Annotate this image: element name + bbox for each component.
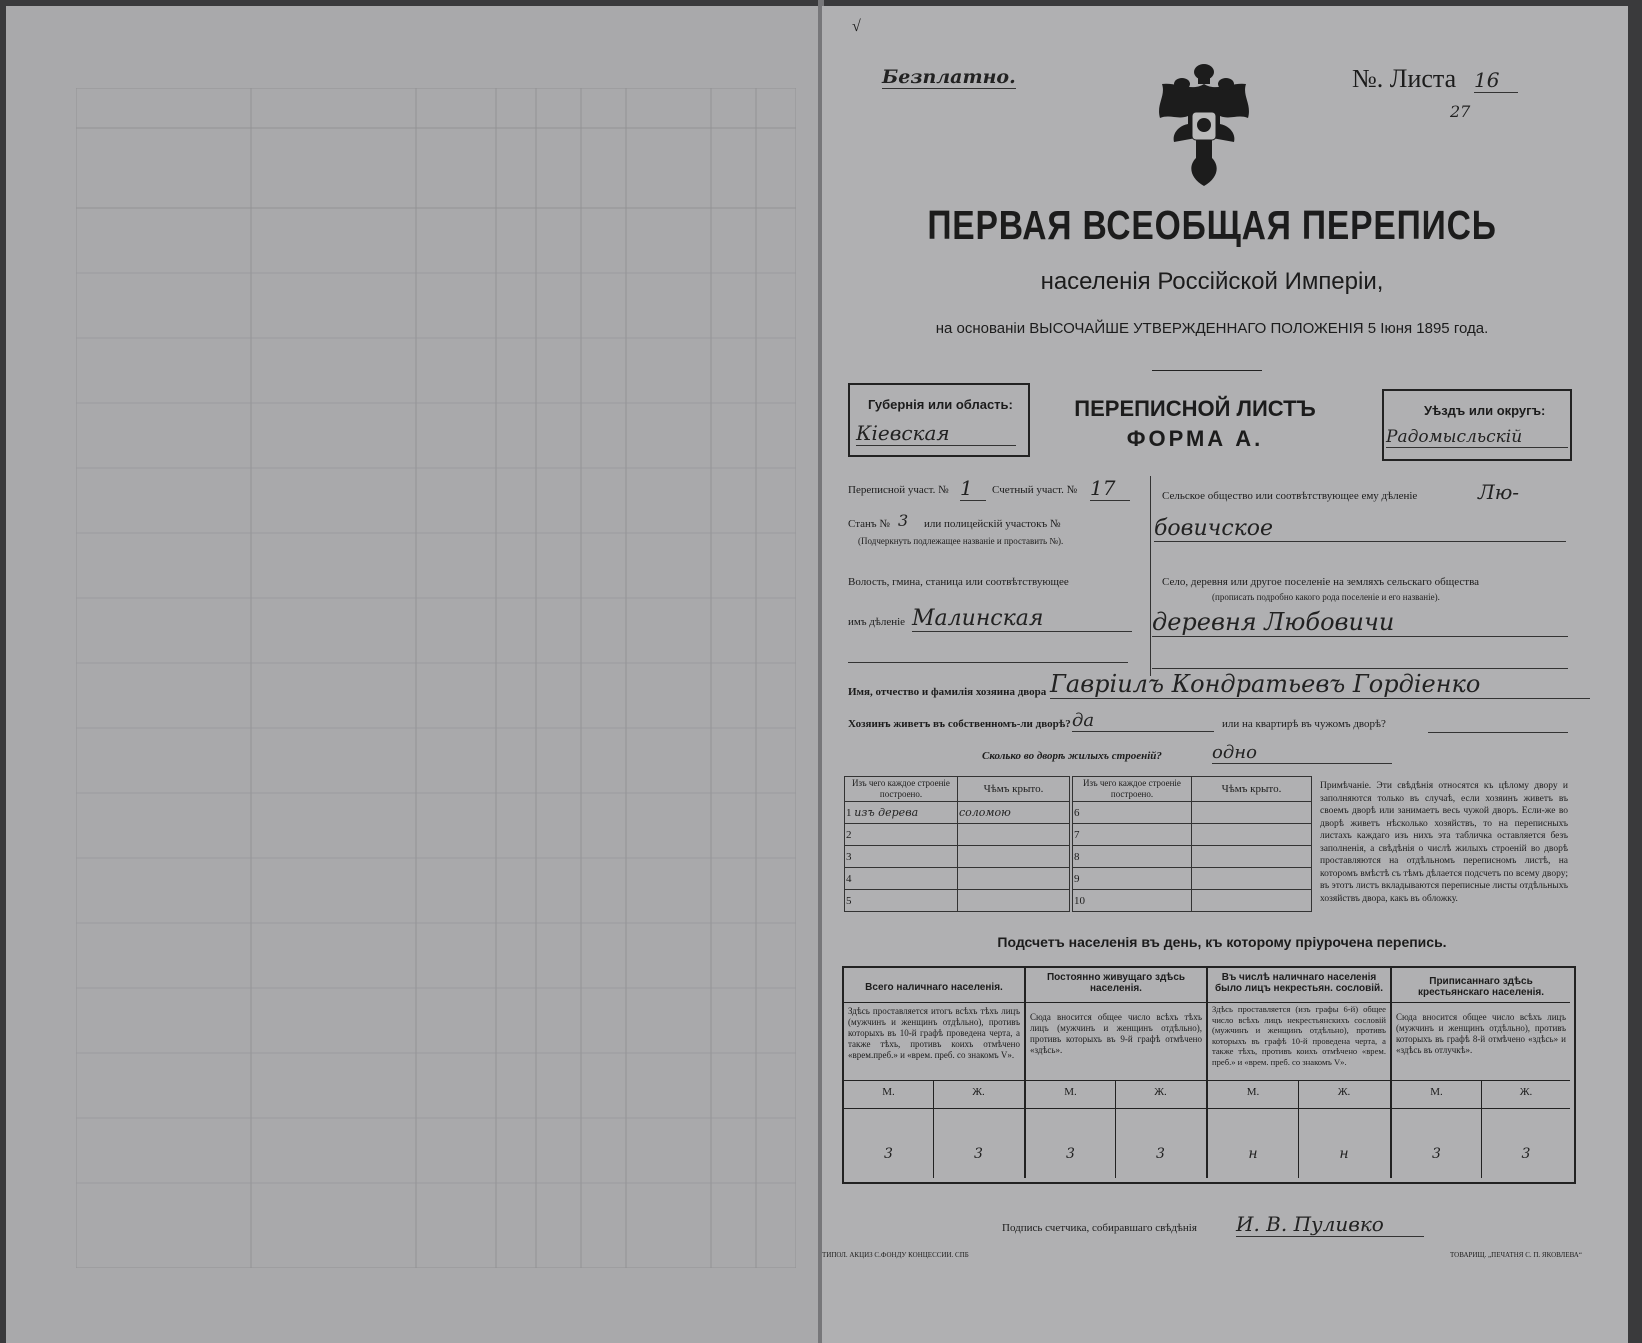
count-section-value: 17: [1090, 476, 1130, 501]
volost-label: Волость, гмина, станица или соотвѣтствующее: [848, 576, 1069, 588]
buildings-value: одно: [1212, 742, 1392, 764]
province-value: Кіевская: [856, 421, 1016, 446]
female-label: Ж.: [1154, 1086, 1167, 1098]
row-number: 10: [1073, 890, 1192, 912]
pop-col-desc: Здѣсь проставляется итогъ всѣхъ тѣхъ лицъ (мужчинъ и женщинъ отдѣльно), противъ которыхъ въ 10-й графѣ проведена черта, а также тѣхъ, противъ коихъ отмѣчено «врем.преб.» и «врем. преб. со знакомъ V».: [848, 1006, 1020, 1060]
male-count: 3: [1432, 1146, 1441, 1162]
female-count: н: [1339, 1146, 1349, 1162]
roof-cell: соломою: [958, 802, 1070, 824]
village-label: Село, деревня или другое поселеніе на земляхъ сельскаго общества: [1162, 576, 1480, 588]
printer-right: ТОВАРИЩ. „ПЕЧАТНЯ С. П. ЯКОВЛЕВА“: [1450, 1251, 1582, 1259]
form-subtitle: ФОРМА А.: [1126, 426, 1264, 451]
pop-col-title: Постоянно живущаго здѣсь населенія.: [1046, 972, 1186, 994]
buildings-table-right: [1072, 776, 1312, 912]
roof-cell: [958, 868, 1070, 890]
pop-col-desc: Сюда вносится общее число всѣхъ лицъ (мужчинъ и женщинъ отдѣльно), противъ которыхъ въ графѣ 8-й отмѣчено «здѣсь» и «здѣсь въ отлучкѣ».: [1396, 1012, 1566, 1055]
roof-cell: [1192, 824, 1312, 846]
left-page: [6, 6, 820, 1343]
roof-cell: [1192, 802, 1312, 824]
printer-left: ТИПОЛ. АКЦИЗ С.ФОНДУ КОНЦЕССИИ. СПБ: [822, 1251, 969, 1259]
row-number: 1: [846, 807, 852, 819]
police-label: или полицейскій участокъ №: [924, 518, 1061, 530]
population-heading: Подсчетъ населенія въ день, къ которому пріурочена перепись.: [997, 934, 1447, 950]
buildings-label: Сколько во дворѣ жилыхъ строеній?: [982, 750, 1162, 762]
owner-value: Гавріилъ Кондратьевъ Гордіенко: [1050, 670, 1590, 699]
row-number: 3: [845, 846, 958, 868]
roof-cell: [958, 824, 1070, 846]
volost-line: [848, 662, 1128, 663]
male-label: М.: [1064, 1086, 1077, 1098]
society-value-2: бовичское: [1154, 516, 1566, 542]
stan-value: 3: [898, 511, 909, 530]
fields-divider: [1150, 476, 1151, 676]
volost-label-2: имъ дѣленіе: [848, 616, 906, 628]
male-label: М.: [1246, 1086, 1260, 1098]
census-section-value: 1: [960, 476, 986, 501]
ornament-divider: [1152, 370, 1262, 371]
material-cell: изъ дерева: [854, 806, 919, 819]
check-mark: √: [852, 18, 861, 35]
society-label: Сельское общество или соотвѣтствующее ему дѣленіе: [1162, 490, 1418, 502]
census-basis: на основаніи ВЫСОЧАЙШЕ УТВЕРЖДЕННАГО ПОЛОЖЕНІЯ 5 Іюня 1895 года.: [935, 320, 1489, 337]
roof-cell: [958, 846, 1070, 868]
own-yard-value: да: [1072, 710, 1214, 732]
row-number: 9: [1073, 868, 1192, 890]
district-label: Уѣздъ или округъ:: [1424, 403, 1546, 418]
volost-value: Малинская: [912, 606, 1132, 632]
roof-header: Чѣмъ крыто.: [958, 777, 1070, 802]
population-col-nonpeasant: [1208, 968, 1392, 1178]
underline-note: (Подчеркнуть подлежащее названіе и проставить №).: [858, 536, 1064, 546]
roof-header: Чѣмъ крыто.: [1192, 777, 1312, 802]
sheet-number-value: 16: [1474, 68, 1518, 93]
population-col-peasant: [1392, 968, 1570, 1178]
district-box: [1382, 389, 1572, 461]
stan-label: Станъ №: [848, 518, 890, 530]
own-yard-label: Хозяинъ живетъ въ собственномъ-ли дворѣ?: [848, 718, 1071, 730]
count-section-label: Счетный участ. №: [992, 484, 1078, 496]
pop-col-title: Приписаннаго здѣсь крестьянскаго населенія.: [1417, 976, 1544, 998]
female-label: Ж.: [1337, 1086, 1351, 1098]
roof-cell: [958, 890, 1070, 912]
right-page: [822, 6, 1628, 1343]
census-title: ПЕРВАЯ ВСЕОБЩАЯ ПЕРЕПИСЬ: [927, 202, 1497, 248]
male-label: М.: [882, 1086, 895, 1098]
owner-label: Имя, отчество и фамилія хозяина двора: [848, 686, 1047, 698]
rented-label: или на квартирѣ въ чужомъ дворѣ?: [1222, 718, 1386, 730]
province-box: [848, 383, 1030, 457]
village-value: деревня Любовичи: [1152, 608, 1568, 637]
pop-col-desc: Сюда вносится общее число всѣхъ тѣхъ лицъ (мужчинъ и женщинъ отдѣльно), противъ которыхъ въ 9-й графѣ отмѣчено «здѣсь».: [1030, 1012, 1202, 1055]
row-number: 5: [845, 890, 958, 912]
society-value-1: Лю-: [1478, 480, 1520, 504]
pop-col-title: Всего наличнаго населенія.: [865, 982, 1003, 993]
signature-value: И. В. Пуливко: [1236, 1212, 1424, 1237]
sheet-number-alt: 27: [1450, 102, 1471, 121]
female-count: 3: [1156, 1146, 1165, 1162]
pop-col-title: Въ числѣ наличнаго населенія было лицъ некрестьян. сословій.: [1214, 972, 1383, 994]
form-title: ПЕРЕПИСНОЙ ЛИСТЪ: [1074, 396, 1316, 421]
row-number: 4: [845, 868, 958, 890]
free-label: Безплатно.: [882, 66, 1016, 88]
imperial-eagle-emblem-icon: [1152, 62, 1256, 190]
signature-label: Подпись счетчика, собиравшаго свѣдѣнія: [1002, 1222, 1197, 1234]
material-header: Изъ чего каждое строеніе построено.: [1073, 777, 1192, 802]
roof-cell: [1192, 868, 1312, 890]
bleed-through-table: [76, 88, 796, 1268]
material-header: Изъ чего каждое строеніе построено.: [845, 777, 958, 802]
male-count: н: [1248, 1146, 1258, 1162]
row-number: 7: [1073, 824, 1192, 846]
female-count: 3: [1521, 1146, 1531, 1162]
female-label: Ж.: [1519, 1086, 1533, 1098]
row-number: 6: [1073, 802, 1192, 824]
male-count: 3: [884, 1146, 893, 1162]
row-number: 8: [1073, 846, 1192, 868]
row-number: 2: [845, 824, 958, 846]
rented-line: [1428, 732, 1568, 733]
buildings-table-left: [844, 776, 1070, 912]
population-col-permanent: [1026, 968, 1208, 1178]
population-col-total: [844, 968, 1026, 1178]
census-subtitle: населенія Россійской Имперіи,: [1040, 268, 1384, 295]
female-label: Ж.: [972, 1086, 985, 1098]
roof-cell: [1192, 846, 1312, 868]
roof-cell: [1192, 890, 1312, 912]
village-line: [1152, 668, 1568, 669]
province-label: Губернія или область:: [868, 397, 1013, 412]
census-section-label: Переписной участ. №: [848, 484, 949, 496]
pop-col-desc: Здѣсь проставляется (изъ графы 6-й) общее число всѣхъ лицъ некрестьянскихъ сословій (мужчинъ и женщинъ отдѣльно), противъ которыхъ въ графѣ 10-й проведена черта, а также тѣхъ, противъ коихъ отмѣчено «врем. преб.» и «врем. преб. со знакомъ V».: [1212, 1004, 1386, 1067]
buildings-note: Примѣчаніе. Эти свѣдѣнія относятся къ цѣлому двору и заполняются только въ случаѣ, если хозяинъ живетъ въ своемъ дворѣ или занимаетъ весь чужой дворъ. Если-же во дворѣ живетъ нѣсколько хозяйствъ, то на переписныхъ листахъ каждаго изъ нихъ эта табличка оставляется безъ заполненія, а свѣдѣнія о числѣ жилыхъ строеній во дворѣ проставляются на отдѣльномъ переписномъ листѣ, на которомъ вмѣстѣ съ тѣмъ дѣлается подсчетъ по всему двору; въ этотъ листъ вкладываются переписные листы отдѣльныхъ хозяйствъ двора, какъ въ обложку.: [1320, 781, 1568, 904]
sheet-number-label: №. Листа: [1352, 64, 1457, 93]
male-count: 3: [1066, 1146, 1075, 1162]
district-value: Радомысльскій: [1386, 427, 1568, 448]
female-count: 3: [974, 1146, 983, 1162]
male-label: М.: [1430, 1086, 1443, 1098]
village-note: (прописать подробно какого рода поселеніе и его названіе).: [1212, 592, 1440, 602]
